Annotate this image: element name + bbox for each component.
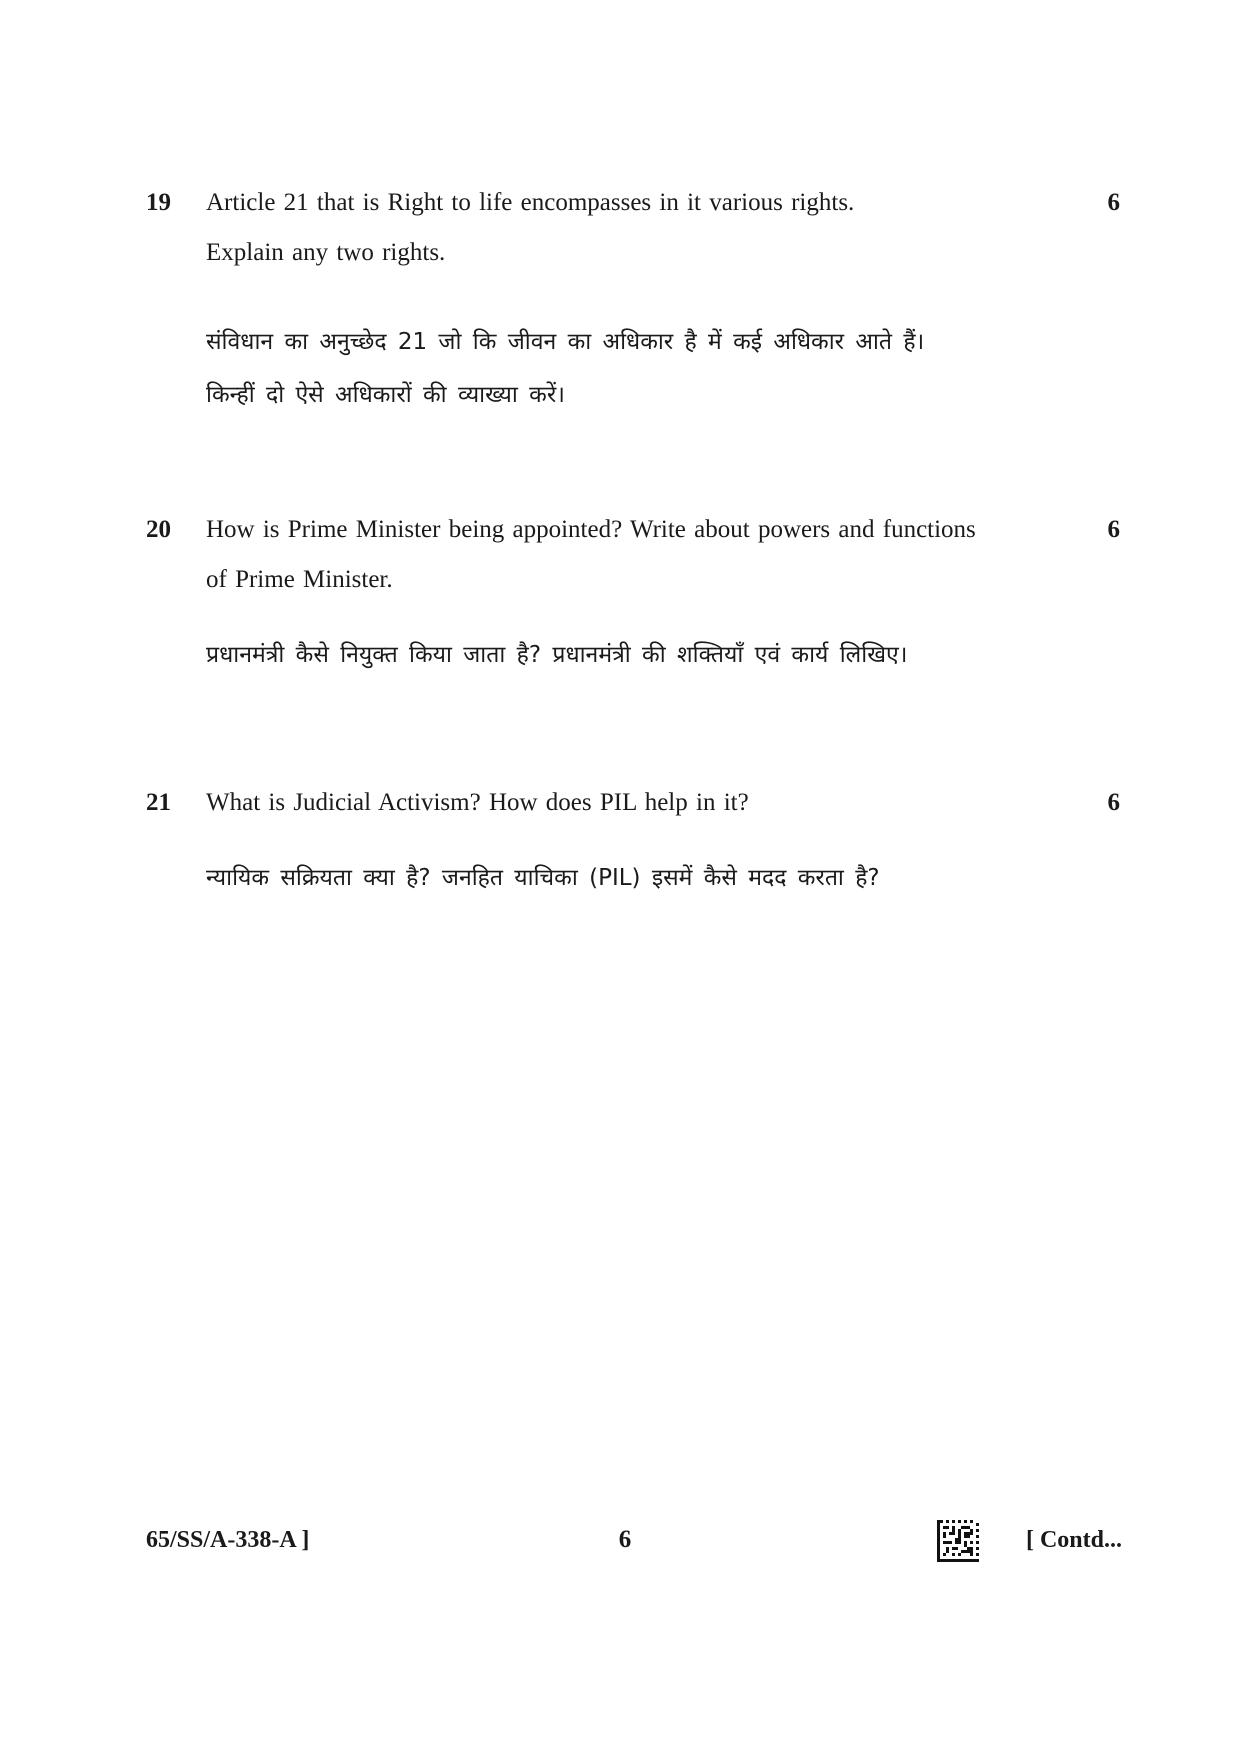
question-marks: 6: [1107, 189, 1120, 216]
question-hindi-line: प्रधानमंत्री कैसे नियुक्त किया जाता है? प्रधानमंत्री की शक्तियाँ एवं कार्य लिखिए।: [206, 642, 908, 668]
continued-label: [ Contd...: [1025, 1527, 1122, 1553]
question-hindi-line: किन्हीं दो ऐसे अधिकारों की व्याख्या करें।: [206, 382, 565, 408]
question-english-line: What is Judicial Activism? How does PIL help in it?: [206, 789, 749, 816]
question-number: 20: [146, 516, 171, 543]
question-english-line: Explain any two rights.: [206, 239, 446, 266]
question-hindi-line: संविधान का अनुच्छेद 21 जो कि जीवन का अधिकार है में कई अधिकार आते हैं।: [206, 329, 925, 355]
question-english-text: [206, 778, 1066, 828]
page-footer: [0, 1516, 1240, 1564]
question-number: 21: [146, 789, 171, 816]
paper-code: 65/SS/A-338-A ]: [146, 1527, 310, 1553]
question-english-line: Article 21 that is Right to life encompasses in it various rights.: [206, 189, 855, 216]
question-hindi-text: [206, 316, 1106, 422]
question-english-text: [206, 505, 1066, 605]
question-english-text: [206, 178, 1066, 278]
qr-code-icon: [937, 1520, 979, 1562]
question-hindi-text: [206, 852, 1106, 905]
question-english-line: How is Prime Minister being appointed? Write about powers and functions: [206, 516, 976, 543]
question-english-line: of Prime Minister.: [206, 566, 393, 593]
question-marks: 6: [1107, 516, 1120, 543]
question-hindi-line: न्यायिक सक्रियता क्या है? जनहित याचिका (PIL) इसमें कैसे मदद करता है?: [206, 865, 880, 891]
question-marks: 6: [1107, 789, 1120, 816]
question-hindi-text: [206, 629, 1106, 682]
page-number: 6: [618, 1526, 632, 1553]
question-number: 19: [146, 189, 171, 216]
